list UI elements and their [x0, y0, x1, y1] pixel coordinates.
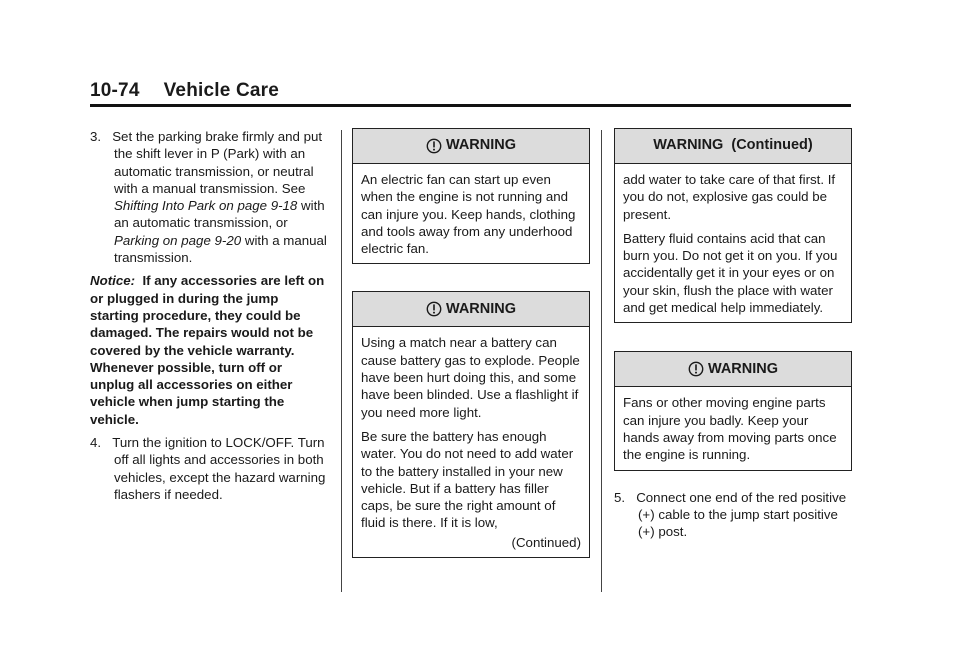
warning-box-battery [352, 291, 590, 558]
warning-text: Battery fluid contains acid that can burn you. Do not get it on you. If you accidentally get it in your eyes or on your skin, flush the place with water and get medical help immediately. [623, 230, 838, 316]
step-number: 4. [90, 435, 102, 451]
warning-text: add water to take care of that first. If you do not, explosive gas could be present. [623, 172, 836, 222]
step-number: 3. [90, 129, 102, 144]
warning-icon [426, 301, 442, 317]
notice-label: Notice: [90, 273, 136, 289]
continued-label: (Continued) [511, 534, 581, 550]
cross-reference-link[interactable]: Shifting Into Park on page 9-18 [114, 198, 298, 214]
step-text: Connect one end of the red positive (+) cable to the jump start positive (+) post. [636, 489, 847, 540]
column-right [614, 128, 852, 546]
column-middle [352, 128, 590, 558]
page-number: 10-74 [90, 80, 140, 101]
warning-icon [426, 138, 442, 154]
warning-icon [688, 361, 704, 377]
section-title: Vehicle Care [163, 80, 280, 101]
step-text: Set the parking brake firmly and put the shift lever in P (Park) with an automatic transmission, or neutral with a manual transmission. See [112, 129, 323, 196]
step-4 [90, 434, 328, 503]
warning-title: WARNING [445, 137, 517, 154]
warning-header [615, 352, 851, 387]
warning-title: WARNING [445, 300, 517, 317]
warning-text: Fans or other moving engine parts can injure you badly. Keep your hands away from moving parts once the engine is running. [623, 395, 837, 463]
step-5 [614, 489, 852, 541]
warning-box-moving-parts [614, 351, 852, 470]
warning-header [353, 129, 589, 164]
step-text: with an automatic transmission, or [114, 198, 325, 231]
warning-title: WARNING [707, 360, 779, 377]
step-text: with a manual transmission. [114, 232, 327, 266]
warning-box-continued [614, 128, 852, 323]
warning-box-fan [352, 128, 590, 264]
notice-text: If any accessories are left on or plugged in during the jump starting procedure, they could be damaged. The repairs would not be covered by the vehicle warranty. Whenever possible, turn off or unplug all accessories on either vehicle when jump starting the vehicle. [90, 273, 325, 427]
page-header [90, 80, 279, 102]
warning-text: Using a match near a battery can cause battery gas to explode. People have been hurt doing this, and some have been blinded. Use a flashlight if you need more light. [361, 335, 580, 420]
warning-text: Be sure the battery has enough water. You do not need to add water to the battery installed in your new vehicle. But if a battery has filler caps, be sure the right amount of fluid is there. If it is low, [361, 428, 574, 531]
warning-body [615, 387, 851, 469]
warning-text: An electric fan can start up even when the engine is not running and can injure you. Keep hands, clothing and tools away from any underhood electric fan. [361, 172, 576, 257]
warning-header [353, 292, 589, 327]
step-text: Turn the ignition to LOCK/OFF. Turn off all lights and accessories in both vehicles, except the hazard warning flashers if needed. [112, 435, 326, 502]
warning-body [353, 164, 589, 263]
notice-paragraph [90, 272, 328, 428]
column-divider [341, 130, 342, 592]
warning-title: WARNING (Continued) [653, 137, 813, 154]
warning-body [615, 164, 851, 322]
column-divider [601, 130, 602, 592]
column-left [90, 128, 328, 509]
step-3 [90, 128, 328, 266]
step-number: 5. [614, 489, 626, 505]
cross-reference-link[interactable]: Parking on page 9-20 [114, 232, 242, 248]
header-rule [90, 104, 851, 107]
warning-body [353, 327, 589, 557]
warning-header [615, 129, 851, 164]
